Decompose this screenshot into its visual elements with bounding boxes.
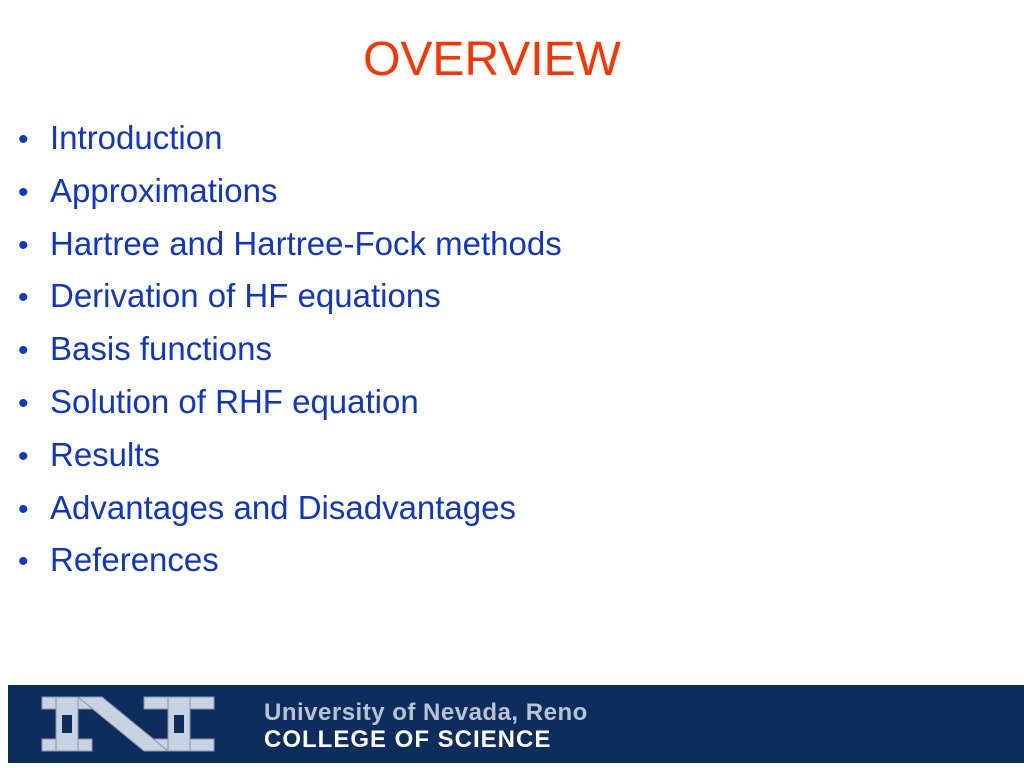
bullet-icon: • (18, 123, 29, 156)
list-item (18, 218, 562, 271)
list-item (18, 429, 562, 482)
list-item-label: Solution of RHF equation (50, 382, 419, 420)
list-item-label: Basis functions (50, 330, 272, 368)
bullet-icon: • (18, 545, 29, 579)
list-item (18, 482, 562, 535)
list-item (18, 270, 562, 323)
list-item-label: Derivation of HF equations (50, 277, 441, 315)
list-item (18, 165, 562, 218)
list-item-label: Introduction (50, 119, 223, 156)
overview-list (18, 112, 562, 587)
bullet-icon: • (18, 281, 29, 315)
footer-banner (8, 685, 1024, 763)
bullet-icon: • (18, 386, 29, 420)
list-item-label: References (50, 541, 219, 579)
list-item-label: Advantages and Disadvantages (50, 488, 516, 526)
college-name: COLLEGE OF SCIENCE (264, 726, 552, 753)
university-nevada-n-logo-icon (40, 693, 216, 755)
list-item-label: Approximations (50, 171, 278, 209)
slide-title: OVERVIEW (363, 33, 621, 86)
bullet-icon: • (18, 492, 29, 526)
list-item (18, 376, 562, 429)
bullet-icon: • (18, 334, 29, 368)
list-item (18, 112, 562, 165)
bullet-icon: • (18, 228, 29, 262)
university-name: University of Nevada, Reno (264, 699, 588, 726)
list-item-label: Results (50, 435, 161, 473)
list-item-label: Hartree and Hartree-Fock methods (50, 224, 562, 262)
bullet-icon: • (18, 175, 29, 209)
list-item (18, 323, 562, 376)
bullet-icon: • (18, 439, 29, 473)
list-item (18, 534, 562, 587)
